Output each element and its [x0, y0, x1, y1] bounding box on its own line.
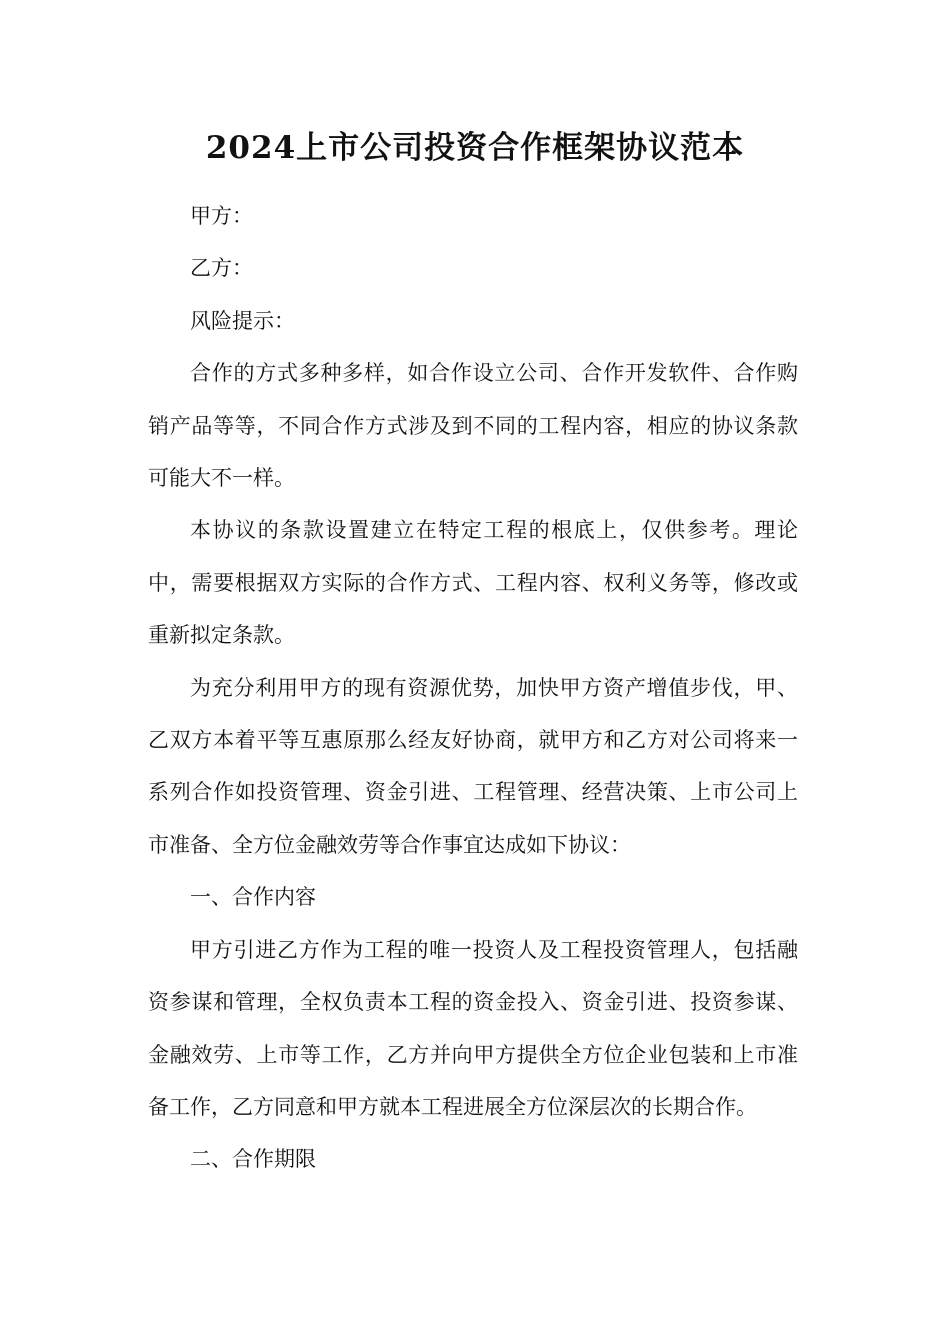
- document-body: [148, 190, 798, 1186]
- risk-notice-heading: 风险提示：: [190, 308, 295, 333]
- preamble-paragraph: 为充分利用甲方的现有资源优势，加快甲方资产增值步伐，甲、乙双方本着平等互惠原那么经友好协商，就甲方和乙方对公司将来一系列合作如投资管理、资金引进、工程管理、经营决策、上市公司上市准备、全方位金融效劳等合作事宜达成如下协议：: [148, 675, 798, 857]
- section-heading-cooperation-content: 一、合作内容: [190, 885, 316, 910]
- risk-paragraph-1: 合作的方式多种多样，如合作设立公司、合作开发软件、合作购销产品等等，不同合作方式涉及到不同的工程内容，相应的协议条款可能大不一样。: [148, 361, 798, 491]
- section-heading-cooperation-term: 二、合作期限: [190, 1147, 316, 1172]
- party-b-line: 乙方：: [190, 256, 253, 281]
- cooperation-content-paragraph: 甲方引进乙方作为工程的唯一投资人及工程投资管理人，包括融资参谋和管理，全权负责本工程的资金投入、资金引进、投资参谋、金融效劳、上市等工作，乙方并向甲方提供全方位企业包装和上市准备工作，乙方同意和甲方就本工程进展全方位深层次的长期合作。: [148, 937, 798, 1119]
- party-a-line: 甲方：: [190, 204, 253, 228]
- document-title: 2024上市公司投资合作框架协议范本: [205, 130, 745, 166]
- risk-paragraph-2: 本协议的条款设置建立在特定工程的根底上，仅供参考。理论中，需要根据双方实际的合作方式、工程内容、权利义务等，修改或重新拟定条款。: [148, 518, 798, 648]
